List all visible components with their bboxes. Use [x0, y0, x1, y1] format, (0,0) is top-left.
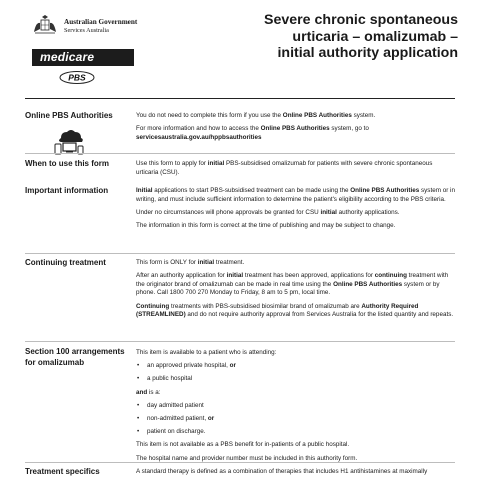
section-divider [25, 462, 455, 463]
paragraph: After an authority application for initial treatment has been approved, applications for continuing treatment with the originator brand of omalizumab can be made in real time using the Online PBS Authorities system or by phone. Call 1800 700 270 Monday to Friday, 8 am to 5 pm, local time. [136, 272, 449, 297]
list-item: • non-admitted patient, or [136, 415, 456, 424]
section-divider [25, 153, 455, 154]
list-item: • an approved private hospital, or [136, 362, 456, 371]
list-item: • day admitted patient [136, 402, 456, 411]
paragraph: This item is not available as a PBS benefit for in-patients of a public hospital. [136, 441, 350, 449]
treatment-specifics-heading: Treatment specifics [25, 467, 100, 476]
online-authorities-heading: Online PBS Authorities [25, 111, 113, 120]
header-divider [25, 98, 455, 99]
treatment-specifics-body [136, 468, 456, 480]
paragraph: The information in this form is correct at the time of publishing and may be subject to change. [136, 221, 396, 229]
paragraph: and is a: [136, 388, 161, 396]
form-header [0, 0, 480, 96]
section-100-body [136, 349, 456, 468]
coat-of-arms-icon [32, 14, 58, 36]
online-authorities-body [136, 112, 456, 147]
important-information-body [136, 187, 456, 235]
paragraph: Under no circumstances will phone approvals be granted for CSU initial authority applications. [136, 208, 400, 216]
section-divider [25, 253, 455, 254]
authorities-link[interactable]: servicesaustralia.gov.au/hppbsauthorities [136, 133, 262, 141]
paragraph: A standard therapy is defined as a combination of therapies that includes H1 antihistamines at maximally [136, 468, 428, 475]
form-title [248, 12, 458, 62]
when-to-use-body [136, 160, 456, 182]
list-item: • a public hospital [136, 375, 456, 384]
section-divider [25, 341, 455, 342]
title-line: Severe chronic spontaneous [264, 12, 458, 28]
agency-name: Services Australia [64, 27, 109, 34]
section-100-heading: Section 100 arrangements for omalizumab [25, 347, 125, 367]
paragraph: You do not need to complete this form if you use the Online PBS Authorities system. [136, 112, 376, 119]
paragraph: The hospital name and provider number must be included in this authority form. [136, 454, 358, 462]
government-branding [32, 14, 137, 36]
list-item: • patient on discharge. [136, 428, 456, 437]
continuing-treatment-body [136, 259, 456, 324]
medicare-logo: medicare [32, 49, 134, 66]
paragraph: Use this form to apply for initial PBS-subsidised omalizumab for patients with severe chronic spontaneous urticaria (CSU). [136, 160, 433, 176]
paragraph: Continuing treatments with PBS-subsidised biosimilar brand of omalizumab are Authority Required (STREAMLINED) and do not require authority approval from Services Australia for the listed quantity and repeats. [136, 302, 454, 319]
paragraph: Initial applications to start PBS-subsidised treatment can be made using the Online PBS Authorities system or in writing, and must include sufficient information to determine the patient's eligibility according to the PBS criteria. [136, 187, 455, 203]
pbs-logo-text: PBS [68, 72, 86, 83]
title-line: initial authority application [277, 45, 458, 61]
government-name: Australian Government [64, 18, 138, 26]
important-information-heading: Important information [25, 186, 109, 195]
title-line: urticaria – omalizumab – [292, 28, 458, 45]
paragraph: This form is ONLY for initial treatment. [136, 259, 245, 266]
when-to-use-heading: When to use this form [25, 159, 109, 168]
pbs-logo-icon [59, 71, 95, 84]
paragraph: This item is available to a patient who is attending: [136, 349, 277, 356]
continuing-treatment-heading: Continuing treatment [25, 258, 106, 267]
paragraph: For more information and how to access the Online PBS Authorities system, go to servicesaustralia.gov.au/hppbsauthorities [136, 125, 369, 141]
